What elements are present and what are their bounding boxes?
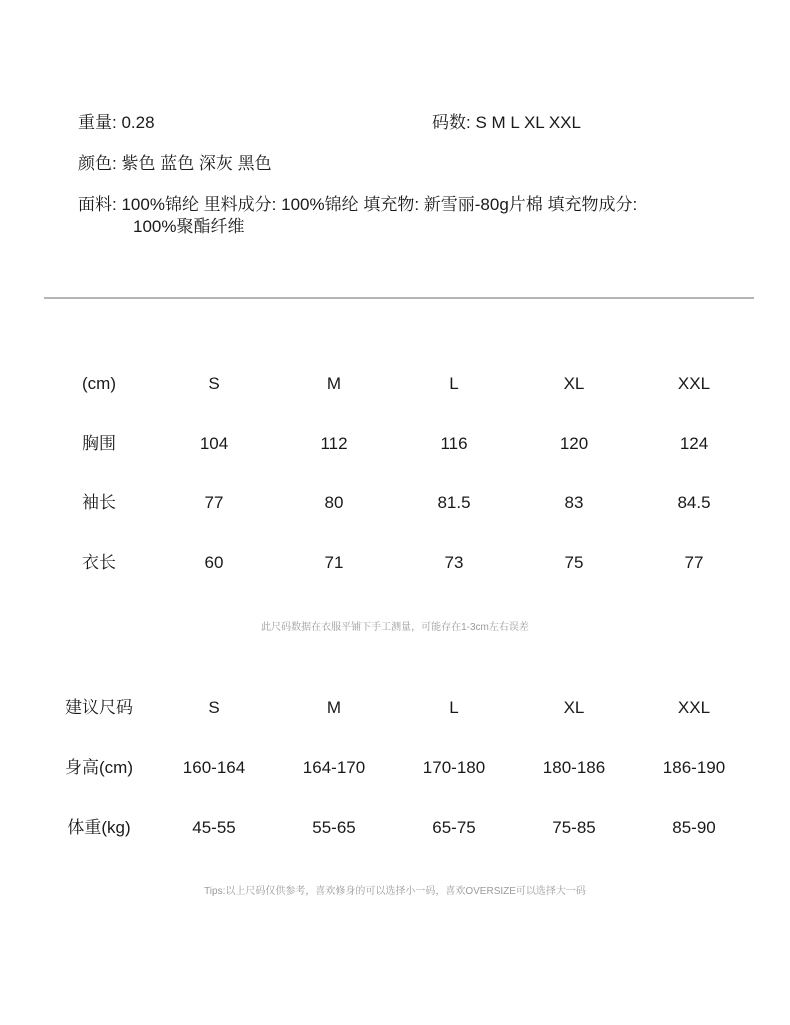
weight-line (78, 112, 155, 134)
section-divider (44, 297, 754, 299)
table-cell: 65-75 (432, 818, 476, 837)
table-cell: 120 (559, 434, 589, 453)
row-label: 体重(kg) (67, 818, 131, 837)
color-value: 紫色 蓝色 深灰 黑色 (121, 154, 272, 173)
table-cell: 73 (444, 553, 464, 572)
table-cell: 60 (204, 553, 224, 572)
recommend-header-cell: L (449, 698, 459, 717)
table-cell: 84.5 (677, 493, 711, 512)
row-label: 身高(cm) (65, 758, 133, 777)
measure-header-cell: (cm) (82, 374, 116, 393)
table-row (0, 491, 790, 515)
table-cell: 116 (440, 434, 468, 453)
weight-value: 0.28 (121, 113, 155, 132)
table-cell: 55-65 (312, 818, 356, 837)
measure-header-cell: L (449, 374, 459, 393)
table-row (0, 551, 790, 575)
measure-note: 此尺码数据在衣服平铺下手工测量，可能存在1-3cm左右误差 (261, 622, 529, 633)
table-cell: 81.5 (437, 493, 471, 512)
table-cell: 170-180 (422, 758, 486, 777)
table-cell: 186-190 (662, 758, 726, 777)
table-row (0, 432, 790, 456)
recommend-header-cell: 建议尺码 (65, 698, 133, 717)
table-cell: 124 (679, 434, 709, 453)
recommend-header-cell: S (208, 698, 220, 717)
table-cell: 77 (684, 553, 704, 572)
row-label: 袖长 (82, 493, 116, 512)
table-cell: 75-85 (552, 818, 596, 837)
table-cell: 75 (564, 553, 584, 572)
sizes-line (432, 112, 581, 134)
recommend-header-cell: XL (563, 698, 585, 717)
measure-header-cell: S (208, 374, 220, 393)
table-cell: 104 (199, 434, 229, 453)
table-row (0, 756, 790, 780)
sizes-label: 码数: (432, 113, 471, 132)
color-line (78, 153, 272, 175)
row-label: 衣长 (82, 553, 116, 572)
measure-header-row (0, 372, 790, 396)
table-cell: 180-186 (542, 758, 606, 777)
table-cell: 80 (324, 493, 344, 512)
fabric-value-line2: 100%聚酯纤维 (133, 217, 245, 236)
table-cell: 85-90 (672, 818, 716, 837)
table-cell: 71 (324, 553, 344, 572)
fabric-line (78, 194, 637, 216)
table-cell: 112 (320, 434, 348, 453)
recommend-note: Tips:以上尺码仅供参考，喜欢修身的可以选择小一码，喜欢OVERSIZE可以选择大一码 (204, 886, 586, 897)
table-cell: 77 (204, 493, 224, 512)
measure-header-cell: XL (563, 374, 585, 393)
color-label: 颜色: (78, 154, 117, 173)
table-cell: 83 (564, 493, 584, 512)
recommend-header-cell: M (326, 698, 342, 717)
fabric-value-line1: 100%锦纶 里料成分: 100%锦纶 填充物: 新雪丽-80g片棉 填充物成分: (121, 195, 638, 214)
sizes-value: S M L XL XXL (475, 113, 581, 132)
weight-label: 重量: (78, 113, 117, 132)
fabric-label: 面料: (78, 195, 117, 214)
recommend-header-row (0, 696, 790, 720)
table-cell: 164-170 (302, 758, 366, 777)
table-cell: 160-164 (182, 758, 246, 777)
table-row (0, 816, 790, 840)
recommend-header-cell: XXL (677, 698, 711, 717)
row-label: 胸围 (82, 434, 116, 453)
table-cell: 45-55 (192, 818, 236, 837)
measure-header-cell: XXL (677, 374, 711, 393)
measure-header-cell: M (326, 374, 342, 393)
